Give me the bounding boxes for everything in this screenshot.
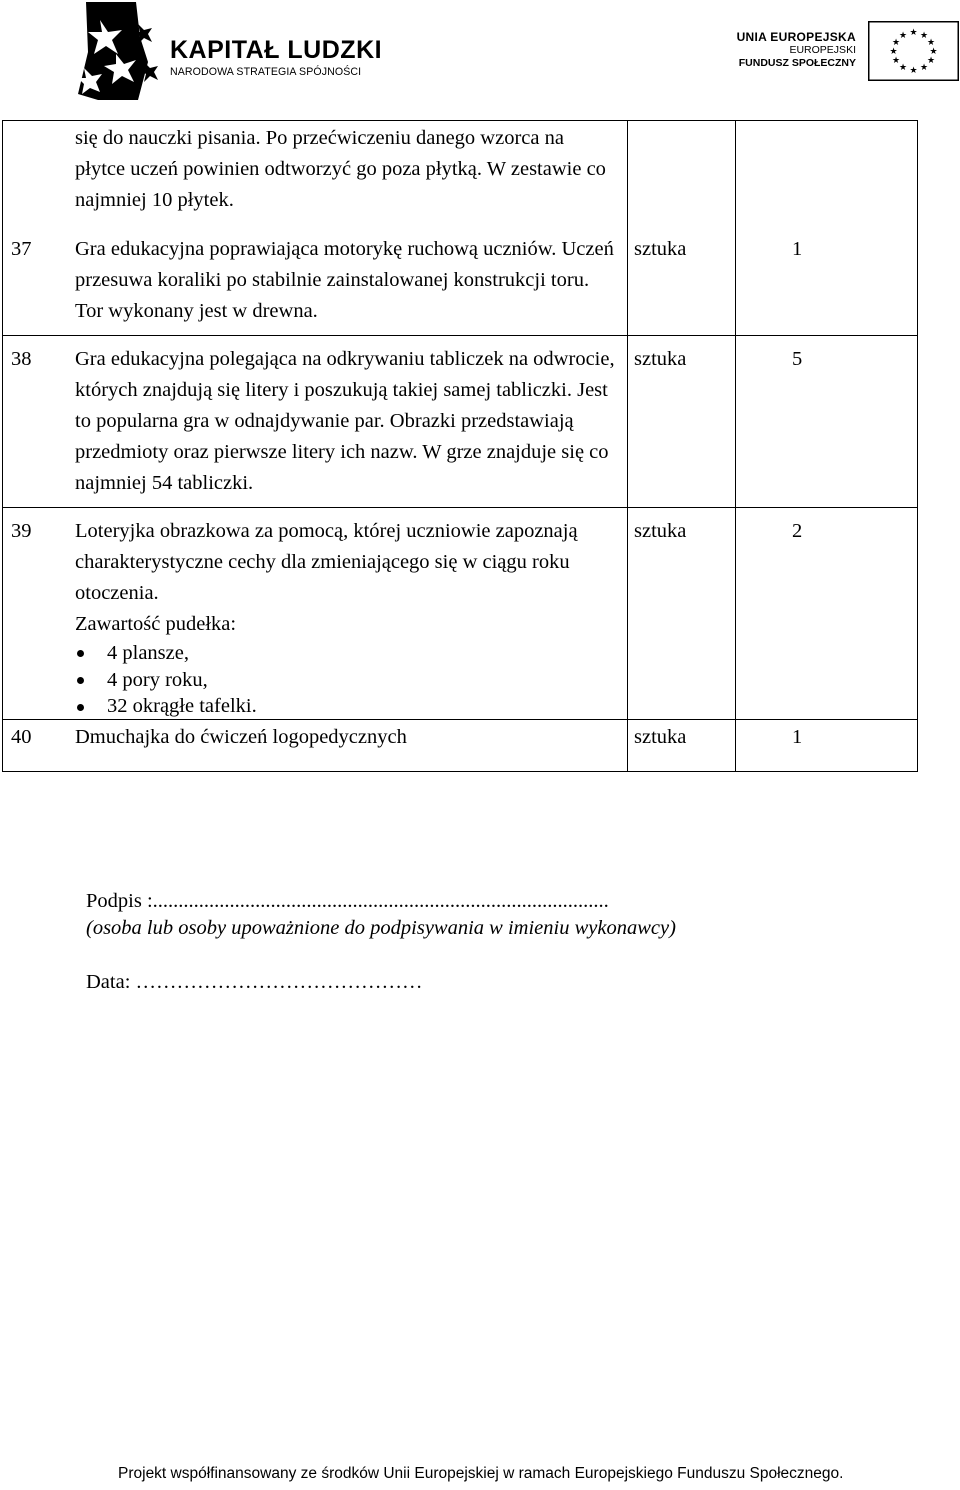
list-item: 4 plansze,: [75, 640, 619, 667]
signature-label: Podpis :.........................................................................................: [86, 890, 609, 912]
row-unit: [628, 121, 736, 217]
eu-line-1: UNIA EUROPEJSKA: [736, 30, 856, 44]
row-description: Gra edukacyjna poprawiająca motorykę ruchową uczniów. Uczeń przesuwa koraliki po stabilnie zainstalowanej konstrukcji toru. Tor wykonany jest w drewna.: [75, 238, 614, 322]
svg-text:★: ★: [891, 38, 901, 48]
row-quantity: 1: [736, 216, 918, 336]
row-number: 38: [3, 336, 70, 508]
svg-text:★: ★: [926, 38, 936, 48]
row-unit: sztuka: [628, 216, 736, 336]
contents-list: [75, 640, 619, 719]
row-description: Gra edukacyjna polegająca na odkrywaniu tabliczek na odwrocie, których znajdują się litery i poszukują takiej samej tabliczki. Jest to popularna gra w odnajdywanie par. Obrazki przedstawiają przedmioty oraz pierwsze litery ich nazw. W grze znajduje się co najmniej 54 tabliczki.: [69, 336, 628, 508]
svg-text:★: ★: [909, 66, 918, 76]
svg-text:★: ★: [909, 28, 918, 38]
kapital-ludzki-emblem-icon: [78, 2, 163, 100]
row-quantity: 1: [736, 720, 918, 772]
row-number: 37: [3, 216, 70, 336]
svg-text:★: ★: [929, 47, 938, 57]
logo-title: KAPITAŁ LUDZKI: [170, 36, 383, 64]
row-description: się do nauczki pisania. Po przećwiczeniu danego wzorca na płytce uczeń powinien odtworzyć go poza płytką. W zestawie co najmniej 10 płytek.: [69, 121, 628, 217]
row-unit: sztuka: [628, 336, 736, 508]
row-description: Dmuchajka do ćwiczeń logopedycznych: [69, 720, 628, 772]
date-label: Data: ……………………………………: [86, 971, 423, 993]
row-number: 40: [3, 720, 70, 772]
eu-line-3: FUNDUSZ SPOŁECZNY: [738, 57, 856, 69]
svg-text:★: ★: [926, 56, 936, 66]
eu-flag-icon: [868, 21, 959, 81]
kapital-ludzki-logo: [78, 2, 398, 102]
svg-text:★: ★: [889, 47, 898, 57]
svg-text:★: ★: [891, 56, 901, 66]
contents-label: Zawartość pudełka:: [75, 613, 237, 635]
row-quantity: 5: [736, 336, 918, 508]
table-row: [3, 336, 918, 508]
table-row: [3, 720, 918, 772]
svg-text:★: ★: [898, 63, 908, 73]
svg-text:★: ★: [898, 31, 908, 41]
row-unit: sztuka: [628, 508, 736, 720]
table-row: [3, 216, 918, 336]
list-item: 32 okrągłe tafelki.: [75, 694, 619, 719]
table-row: [3, 121, 918, 217]
row-quantity: 2: [736, 508, 918, 720]
row-number: [3, 121, 70, 217]
items-table: [2, 120, 918, 772]
list-item: 4 pory roku,: [75, 667, 619, 694]
svg-text:★: ★: [919, 31, 929, 41]
row-quantity: [736, 121, 918, 217]
row-number: 39: [3, 508, 70, 720]
table-row: [3, 508, 918, 720]
footer-text: Projekt współfinansowany ze środków Unii Europejskiej w ramach Europejskiego Funduszu Społecznego.: [118, 1465, 844, 1482]
row-description-cell: [69, 508, 628, 720]
row-unit: sztuka: [628, 720, 736, 772]
signature-caption: (osoba lub osoby upoważnione do podpisywania w imieniu wykonawcy): [86, 917, 676, 939]
signature-block: [86, 888, 676, 996]
eu-label: [737, 30, 856, 70]
logo-subtitle: NARODOWA STRATEGIA SPÓJNOŚCI: [170, 66, 362, 78]
eu-line-2: EUROPEJSKI: [789, 44, 856, 56]
svg-text:★: ★: [919, 63, 929, 73]
row-description: Loteryjka obrazkowa za pomocą, której uczniowie zapoznają charakterystyczne cechy dla zmieniającego się w ciągu roku otoczenia.: [75, 520, 578, 604]
